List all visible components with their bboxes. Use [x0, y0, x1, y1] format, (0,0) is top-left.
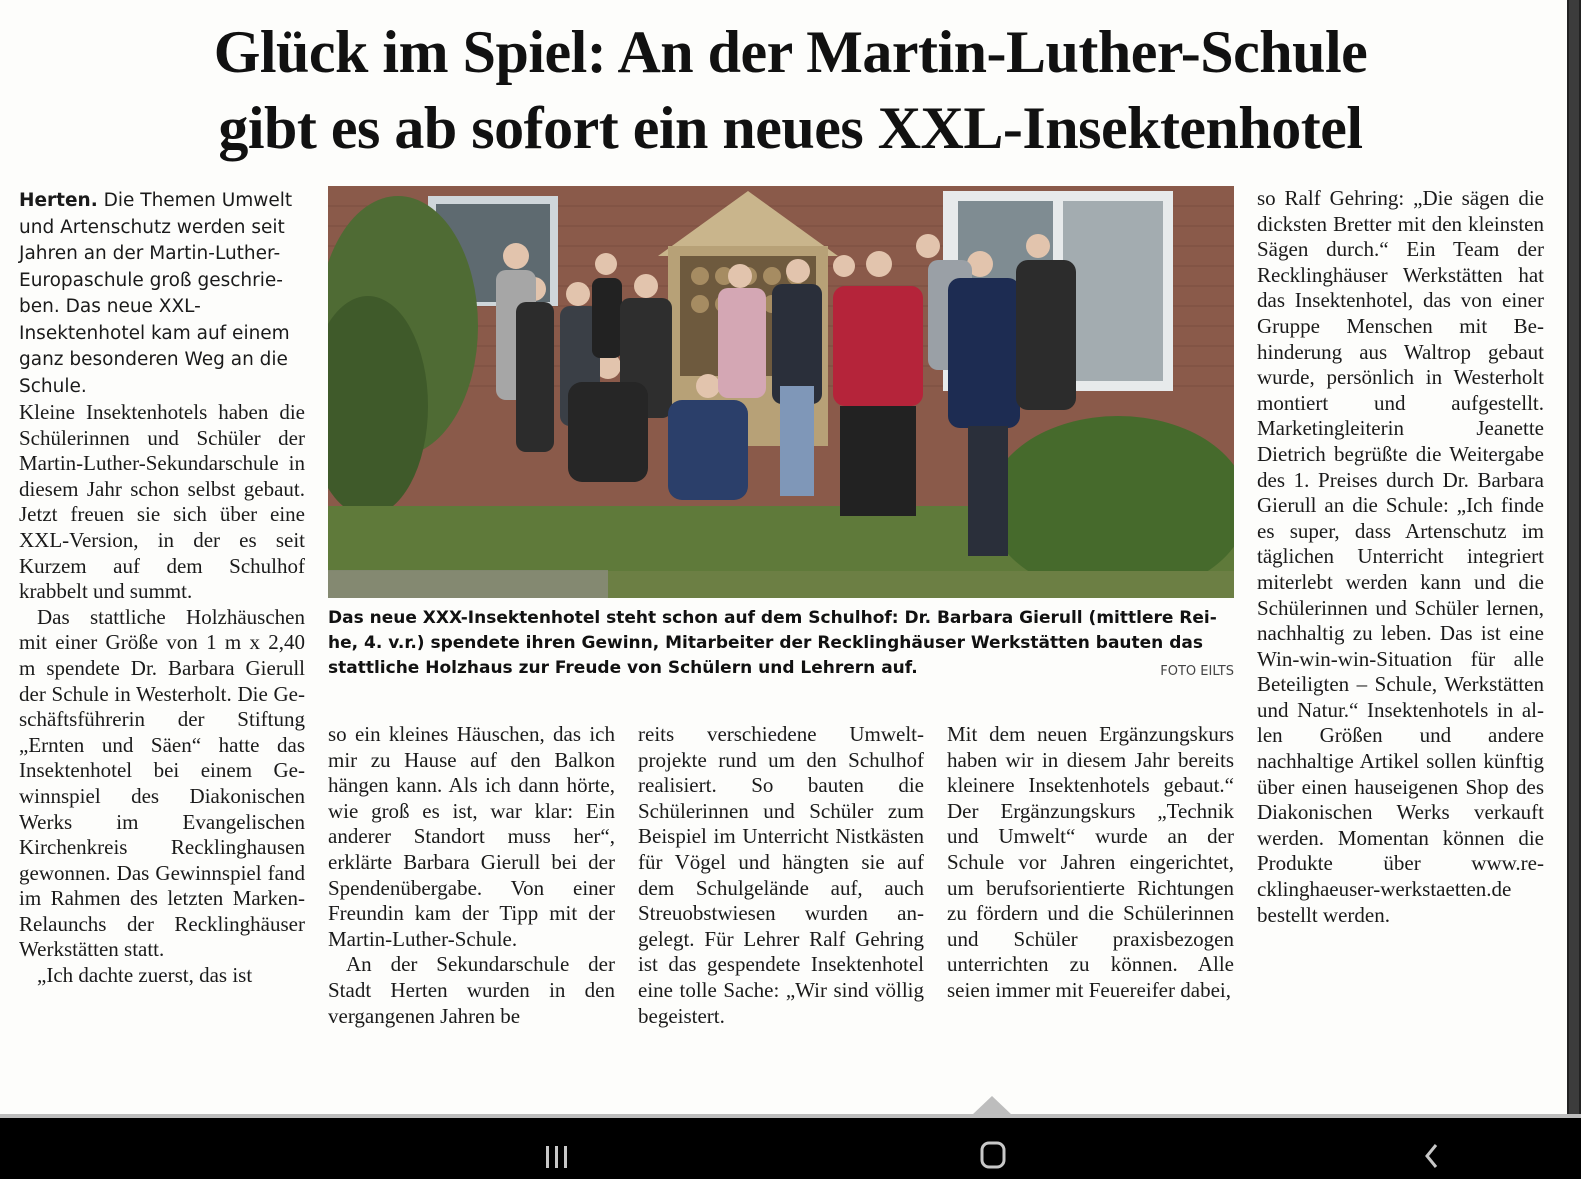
navbar-handle-tab[interactable]: [972, 1096, 1012, 1115]
paragraph: Kleine Insektenhotels haben die Schülerinnen und Schüler der Martin-Luther-Sekundarschule in diesem Jahr schon selbst gebaut. Jetzt freuen sie sich über eine XXL-Version, in der es seit Kurzem auf dem Schulhof krabbelt und summt.: [19, 400, 305, 604]
paragraph: „Ich dachte zuerst, das ist: [37, 963, 253, 988]
page-edge: [1567, 0, 1581, 1125]
headline-line-1: Glück im Spiel: An der Martin-Luther-Schule: [213, 19, 1368, 85]
article-column-4: [947, 722, 1234, 1004]
system-navigation-bar: [0, 1118, 1581, 1179]
paragraph: Das stattliche Holzhäuschen mit einer Größe von 1 m x 2,40 m spendete Dr. Barbara Gierull der Schule in Westerholt. Die Geschäftsführerin der Stiftung „Ernten und Säen“ hatte das Insektenhotel bei einem Gewinnspiel des Diakonischen Werks im Evangelischen Kirchenkreis Recklinghausen gewonnen. Das Gewinnspiel fand im Rahmen des letzten Marken-Relaunchs der Recklinghäuser Werkstätten statt.: [19, 604, 305, 962]
paragraph: reits verschiedene Umweltprojekte rund um den Schulhof realisiert. So bauten die Schülerinnen und Schüler zum Beispiel im Unterricht Nistkästen für Vögel und hängten sie auf dem Schulgelände auf, auch Streuobstwiesen wurden angelegt. Für Lehrer Ralf Gehring ist das gespendete Insektenhotel eine tolle Sache: „Wir sind völlig begeistert.: [638, 722, 924, 1028]
article-photo: [328, 186, 1234, 598]
headline-line-2: gibt es ab sofort ein neues XXL-Insektenhotel: [218, 95, 1363, 161]
article-column-5: [1257, 186, 1544, 928]
paragraph: so ein kleines Häuschen, das ich mir zu Hause auf den Balkon hängen kann. Als ich dann hörte, wie groß es ist, war klar: Ein anderer Standort muss her“, erklärte Barbara Gierull bei der Spendenübergabe. Von einer Freundin kam der Tipp mit der Martin-Luther-Schule.: [328, 722, 615, 951]
paragraph: An der Sekundarschule der Stadt Herten wurden in den vergangenen Jahren be: [328, 952, 615, 1028]
dateline: Herten.: [19, 190, 98, 211]
recent-apps-button[interactable]: [522, 1124, 592, 1174]
back-button[interactable]: [1396, 1124, 1466, 1174]
back-icon: [1396, 1124, 1466, 1174]
article-column-1: [19, 188, 305, 989]
home-icon: [958, 1124, 1028, 1174]
photo-credit: FOTO EILTS: [1160, 664, 1234, 679]
photo-caption: Das neue XXX-Insektenhotel steht schon auf dem Schulhof: Dr. Barbara Gierull (mittlere Reihe, 4. v.r.) spendete ihren Gewinn, Mitarbeiter der Recklinghäuser Werkstätten bauten das stattliche Holzhaus zur Freude von Schülern und Lehrern auf.: [328, 608, 1217, 678]
article-column-3: [638, 722, 924, 1029]
article-column-2: [328, 722, 615, 1029]
paragraph: so Ralf Gehring: „Die sägen die dicksten Bretter mit den kleinsten Sägen durch.“ Ein Team der Recklinghäuser Werkstätten hat das Insektenhotel, das von einer Gruppe Menschen mit Behinderung aus Waltrop gebaut wurde, persönlich in Westerholt montiert und aufgestellt. Marketingleiterin Jeanette Dietrich begrüßte die Weitergabe des 1. Preises durch Dr. Barbara Gierull an die Schule: „Ich finde es super, dass Artenschutz im täglichen Unterricht integriert miterlebt werden kann und die Schülerinnen und Schüler lernen, nachhaltig zu leben. Das ist eine Win-win-win-Situation für alle Beteiligten – Schule, Werkstätten und Natur.“ Insektenhotels in allen Größen und andere nachhaltige Artikel sollen künftig über einen hauseigenen Shop des Diakonischen Werks verkauft werden. Momentan können die Produkte über www.recklinghaeuser-werkstaetten.de bestellt werden.: [1257, 186, 1544, 927]
home-button[interactable]: [958, 1124, 1028, 1174]
lead-text: Die Themen Umwelt und Artenschutz werden seit Jahren an der Martin-Luther-Europaschule groß geschrieben. Das neue XXL-Insektenhotel kam auf einem ganz besonderen Weg an die Schule.: [19, 190, 293, 397]
paragraph: Mit dem neuen Ergänzungskurs haben wir in diesem Jahr bereits kleinere Insektenhotels gebaut.“ Der Ergänzungskurs „Technik und Umwelt“ wurde an der Schule vor Jahren eingerichtet, um berufsorientierte Richtungen zu fördern und die Schülerinnen und Schüler praxisbezogen unterrichten zu können. Alle seien immer mit Feuereifer dabei,: [947, 722, 1234, 1002]
recent-apps-icon: [522, 1124, 592, 1174]
article-headline: [0, 14, 1581, 166]
article-lead: [19, 188, 305, 400]
group-photo-illustration: [328, 186, 1234, 598]
